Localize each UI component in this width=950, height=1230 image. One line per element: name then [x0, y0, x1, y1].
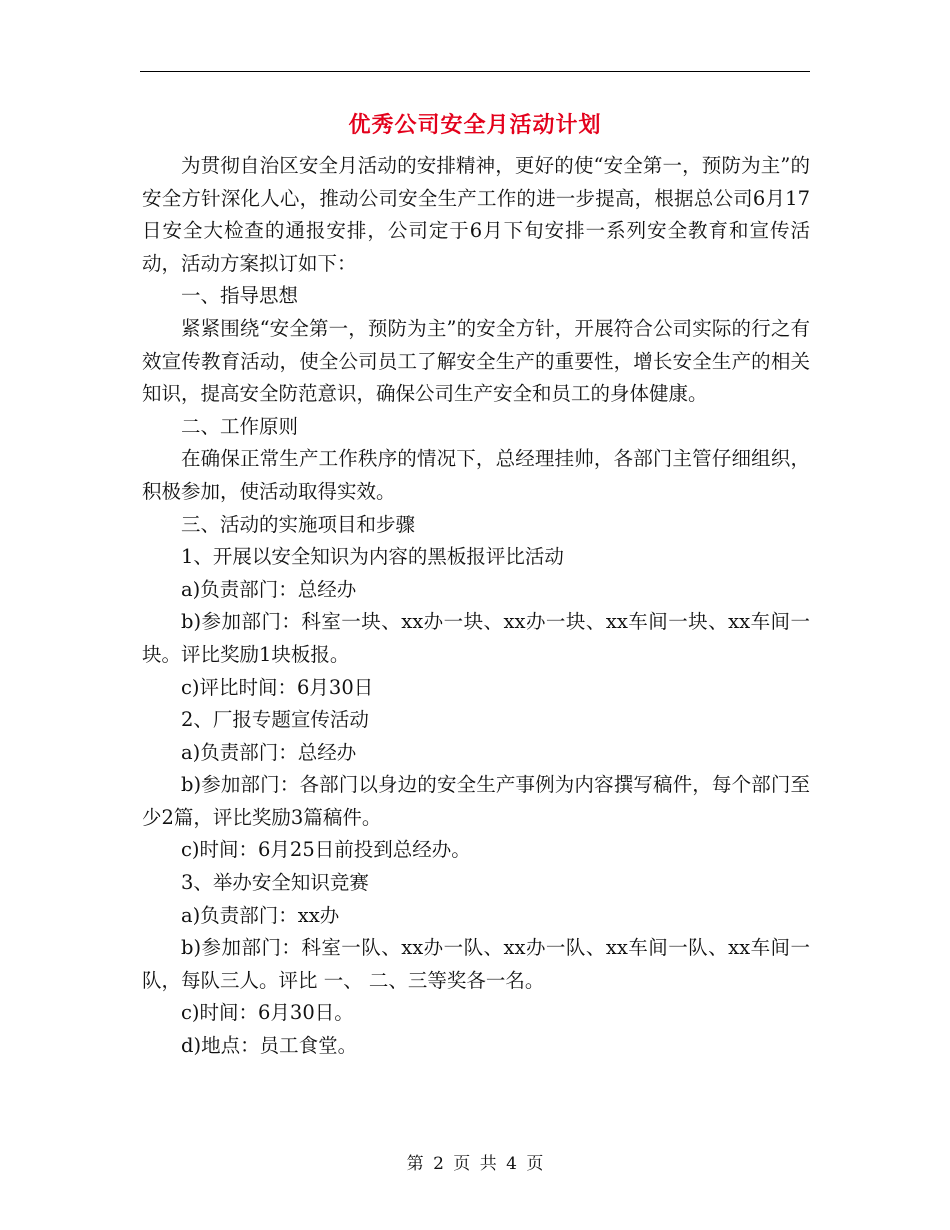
- heading-activity-items: 三、活动的实施项目和步骤: [181, 512, 416, 536]
- paragraph-work-principles: 在确保正常生产工作秩序的情况下，总经理挂帅，各部门主管仔细组织，积极参加，使活动取得实效。: [142, 447, 810, 503]
- item-newspaper-participants: b)参加部门：各部门以身边的安全生产事例为内容撰写稿件，每个部门至少2篇，评比奖励3篇稿件。: [142, 773, 810, 829]
- paragraph-guiding-ideology: 紧紧围绕“安全第一，预防为主”的安全方针，开展符合公司实际的行之有效宣传教育活动，使全公司员工了解安全生产的重要性，增长安全生产的相关知识，提高安全防范意识，确保公司生产安全和员工的身体健康。: [142, 316, 810, 406]
- item-contest-title: 3、举办安全知识竞赛: [181, 871, 369, 895]
- paragraph-intro: 为贯彻自治区安全月活动的安排精神，更好的使“安全第一，预防为主”的安全方针深化人心，推动公司安全生产工作的进一步提高，根据总公司6月17日安全大检查的通报安排，公司定于6月下旬安排一系列安全教育和宣传活动，活动方案拟订如下：: [142, 154, 810, 275]
- item-contest-location: d)地点：员工食堂。: [181, 1034, 358, 1058]
- item-newspaper-title: 2、厂报专题宣传活动: [181, 708, 369, 732]
- item-contest-participants: b)参加部门：科室一队、xx办一队、xx办一队、xx车间一队、xx车间一队，每队三人。评比 一、 二、三等奖各一名。: [142, 936, 810, 992]
- item-contest-time: c)时间：6月30日。: [181, 1001, 354, 1025]
- heading-work-principles: 二、工作原则: [181, 414, 299, 438]
- item-blackboard-participants: b)参加部门：科室一块、xx办一块、xx办一块、xx车间一块、xx车间一块。评比奖励1块板报。: [142, 610, 810, 666]
- page-number: 第 2 页 共 4 页: [406, 1154, 544, 1174]
- heading-guiding-ideology: 一、指导思想: [181, 284, 299, 308]
- header-rule: [140, 71, 810, 72]
- item-contest-owner: a)负责部门：xx办: [181, 903, 340, 927]
- item-newspaper-time: c)时间：6月25日前投到总经办。: [181, 838, 471, 862]
- document-body: [142, 150, 810, 1063]
- document-title: 优秀公司安全月活动计划: [348, 112, 602, 138]
- item-blackboard-time: c)评比时间：6月30日: [181, 675, 374, 699]
- item-newspaper-owner: a)负责部门：总经办: [181, 740, 357, 764]
- item-blackboard-owner: a)负责部门：总经办: [181, 577, 357, 601]
- item-blackboard-title: 1、开展以安全知识为内容的黑板报评比活动: [181, 545, 564, 569]
